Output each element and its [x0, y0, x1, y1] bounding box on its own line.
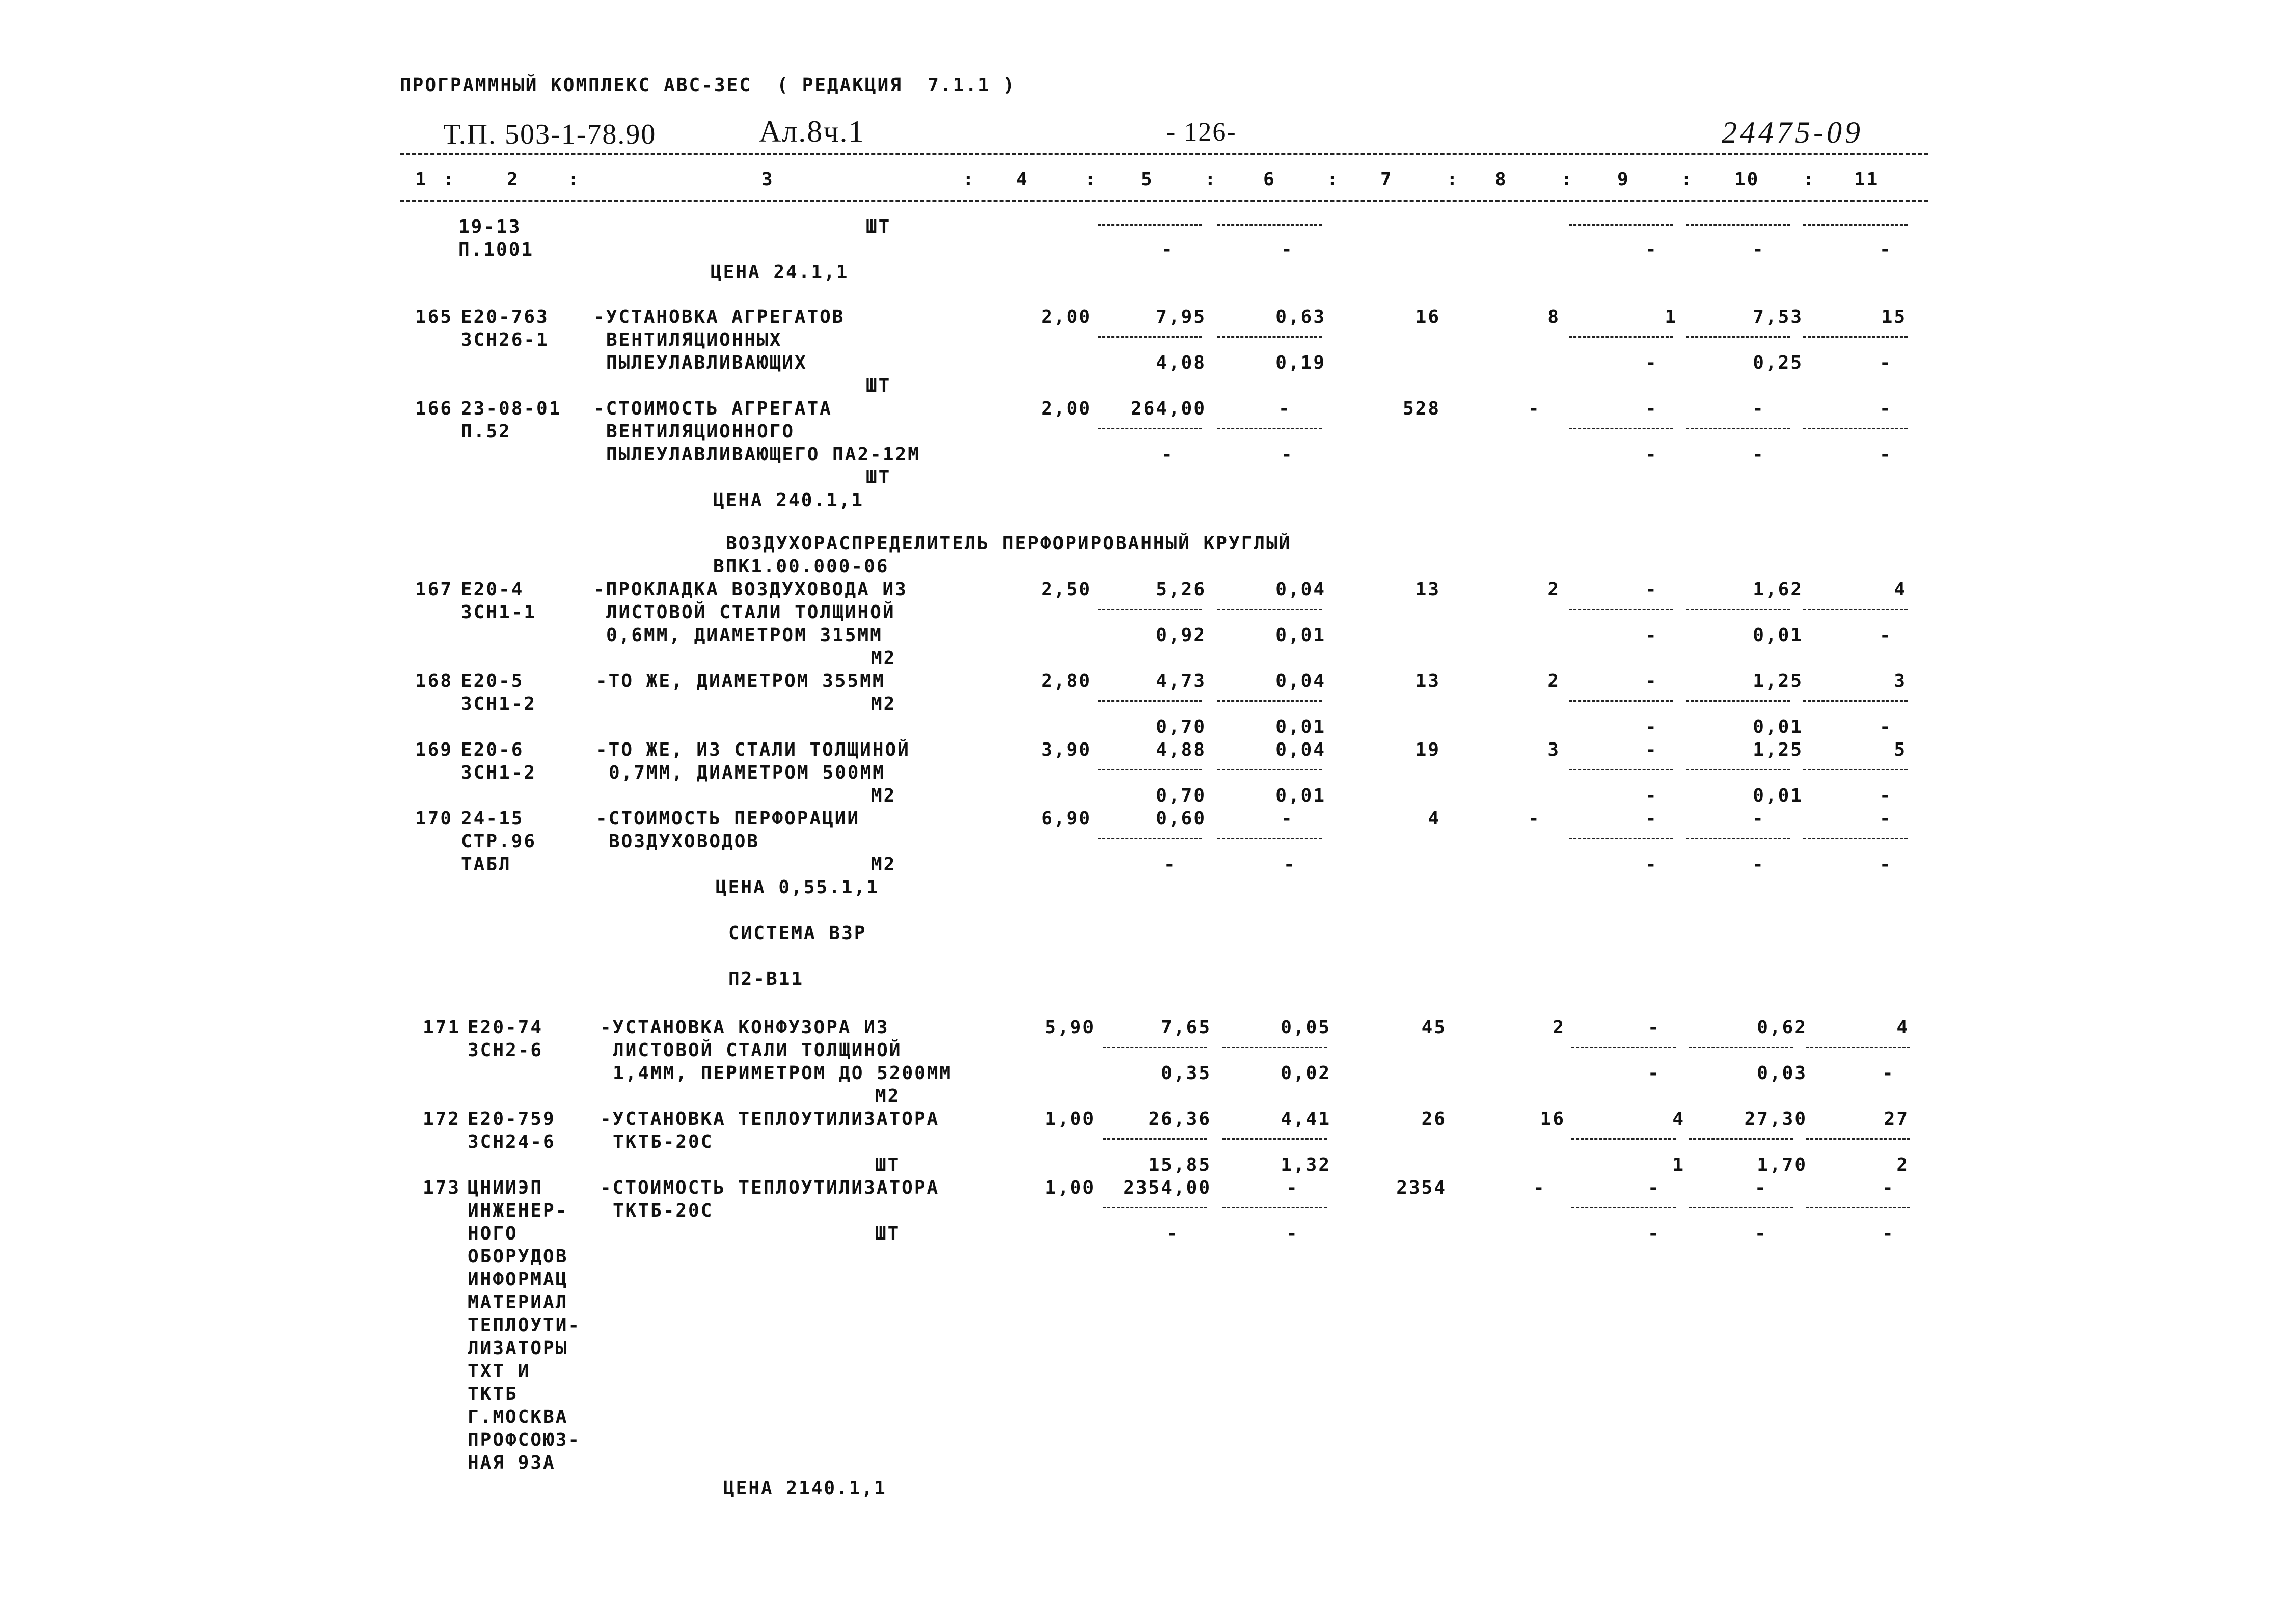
unit: М2: [871, 694, 896, 714]
divider: [1571, 1207, 1676, 1208]
dash: -: [1880, 444, 1892, 465]
col-number: 5: [1141, 169, 1154, 190]
row-number: 165: [415, 307, 453, 327]
dash: -: [1645, 808, 1658, 829]
value: 7,53: [1753, 307, 1803, 327]
dash: -: [1648, 1177, 1661, 1198]
divider: [1569, 769, 1673, 770]
divider: [1098, 609, 1202, 610]
col-number: 8: [1495, 169, 1508, 190]
unit: ШТ: [875, 1223, 901, 1244]
dash: -: [1882, 1063, 1895, 1084]
dash: -: [1752, 808, 1765, 829]
column-rule: [400, 200, 1928, 202]
value: 264,00: [1130, 398, 1206, 419]
value: 7,95: [1156, 307, 1206, 327]
description: -ПРОКЛАДКА ВОЗДУХОВОДА ИЗ: [593, 579, 908, 600]
divider: [1806, 1138, 1910, 1140]
col-separator: :: [963, 169, 975, 190]
value: 4: [1896, 1017, 1909, 1038]
value: 26,36: [1148, 1109, 1211, 1130]
description: ПЫЛЕУЛАВЛИВАЮЩИХ: [606, 352, 807, 373]
description: 0,6ММ, ДИАМЕТРОМ 315ММ: [606, 625, 883, 646]
dash: -: [1880, 854, 1892, 875]
value: 1,25: [1753, 671, 1803, 692]
value: 0,02: [1281, 1063, 1331, 1084]
dash: -: [1645, 717, 1658, 737]
divider: [1217, 428, 1322, 429]
description: -СТОИМОСТЬ ТЕПЛОУТИЛИЗАТОРА: [600, 1177, 940, 1198]
divider: [1803, 224, 1908, 226]
value: 0,01: [1275, 785, 1326, 806]
value: 1,00: [1045, 1109, 1095, 1130]
price-line: ЦЕНА 2140.1,1: [723, 1478, 887, 1499]
divider: [1217, 769, 1322, 770]
code: 24-15: [461, 808, 524, 829]
divider: [1098, 224, 1202, 226]
dash: -: [1645, 739, 1658, 760]
col-separator: :: [1803, 169, 1816, 190]
divider: [1686, 700, 1790, 702]
value: 2: [1547, 579, 1560, 600]
description: ЛИСТОВОЙ СТАЛИ ТОЛЩИНОЙ: [606, 602, 895, 623]
dash: -: [1645, 785, 1658, 806]
dash: -: [1645, 625, 1658, 646]
value: 26: [1421, 1109, 1447, 1130]
unit: М2: [871, 648, 896, 669]
unit: ШТ: [866, 216, 891, 237]
divider: [1571, 1047, 1676, 1048]
value: 2,80: [1041, 671, 1092, 692]
dash: -: [1880, 717, 1892, 737]
album-number: Ал.8ч.1: [759, 115, 865, 148]
value: 13: [1415, 671, 1440, 692]
value: 4,73: [1156, 671, 1206, 692]
value: 1,70: [1757, 1154, 1807, 1175]
value: 45: [1421, 1017, 1447, 1038]
value: 7,65: [1161, 1017, 1211, 1038]
program-title: ПРОГРАММНЫЙ КОМПЛЕКС АВС-ЗЕС ( РЕДАКЦИЯ 7.1.1 ): [400, 75, 1016, 96]
code: Е20-4: [461, 579, 524, 600]
dash: -: [1528, 808, 1541, 829]
source-reference: ПРОФСОЮЗ-: [468, 1429, 581, 1450]
unit: М2: [871, 854, 896, 875]
col-number: 11: [1854, 169, 1880, 190]
dash: -: [1645, 671, 1658, 692]
source-reference: ИНЖЕНЕР-: [468, 1200, 568, 1221]
section-heading: СИСТЕМА ВЗР: [728, 923, 867, 944]
value: 0,01: [1753, 785, 1803, 806]
divider: [1098, 428, 1202, 429]
value: 2: [1553, 1017, 1565, 1038]
col-separator: :: [1447, 169, 1459, 190]
value: 4: [1894, 579, 1907, 600]
value: 0,70: [1156, 717, 1206, 737]
code: Е20-74: [468, 1017, 543, 1038]
value: 4,08: [1156, 352, 1206, 373]
divider: [1803, 838, 1908, 839]
divider: [1686, 336, 1790, 338]
code: Е20-5: [461, 671, 524, 692]
dash: -: [1161, 239, 1174, 260]
col-number: 1: [415, 169, 428, 190]
value: 0,35: [1161, 1063, 1211, 1084]
value: 4,88: [1156, 739, 1206, 760]
code: 23-08-01: [461, 398, 562, 419]
value: 2354,00: [1123, 1177, 1211, 1198]
value: 0,04: [1275, 739, 1326, 760]
code: Е20-6: [461, 739, 524, 760]
source-reference: ТЕПЛОУТИ-: [468, 1315, 581, 1336]
value: 2,00: [1041, 307, 1092, 327]
divider: [1103, 1207, 1207, 1208]
divider: [1686, 428, 1790, 429]
value: 4,41: [1281, 1109, 1331, 1130]
divider: [1569, 224, 1673, 226]
dash: -: [1755, 1223, 1767, 1244]
value: 2: [1547, 671, 1560, 692]
dash: -: [1164, 854, 1177, 875]
dash: -: [1281, 444, 1294, 465]
dash: -: [1648, 1017, 1661, 1038]
value: 3: [1547, 739, 1560, 760]
divider: [1803, 336, 1908, 338]
dash: -: [1645, 579, 1658, 600]
value: 528: [1402, 398, 1440, 419]
divider: [1103, 1047, 1207, 1048]
value: 0,01: [1275, 625, 1326, 646]
dash: -: [1645, 239, 1658, 260]
source-reference: НАЯ 93А: [468, 1452, 556, 1473]
col-separator: :: [1327, 169, 1340, 190]
divider: [1098, 838, 1202, 839]
value: 2,00: [1041, 398, 1092, 419]
code: ЗСН26-1: [461, 329, 549, 350]
col-number: 10: [1734, 169, 1760, 190]
dash: -: [1166, 1223, 1179, 1244]
value: 4: [1672, 1109, 1685, 1130]
divider: [1806, 1047, 1910, 1048]
divider: [1103, 1138, 1207, 1140]
value: 2354: [1396, 1177, 1447, 1198]
description: ВЕНТИЛЯЦИОННОГО: [606, 421, 795, 442]
description: ВЕНТИЛЯЦИОННЫХ: [606, 329, 782, 350]
col-number: 7: [1380, 169, 1393, 190]
dash: -: [1880, 808, 1892, 829]
value: 1: [1672, 1154, 1685, 1175]
dash: -: [1286, 1177, 1299, 1198]
col-number: 6: [1263, 169, 1276, 190]
row-number: 166: [415, 398, 453, 419]
divider: [1217, 224, 1322, 226]
code: СТР.96: [461, 831, 537, 852]
value: 0,70: [1156, 785, 1206, 806]
value: 6,90: [1041, 808, 1092, 829]
divider: [1222, 1207, 1327, 1208]
divider: [1803, 700, 1908, 702]
code: Е20-763: [461, 307, 549, 327]
row-number: 167: [415, 579, 453, 600]
divider: [1686, 769, 1790, 770]
dash: -: [1752, 398, 1765, 419]
dash: -: [1752, 854, 1765, 875]
dash: -: [1645, 352, 1658, 373]
dash: -: [1284, 854, 1296, 875]
dash: -: [1528, 398, 1541, 419]
col-number: 4: [1016, 169, 1029, 190]
code: ЗСН1-1: [461, 602, 537, 623]
value: 16: [1540, 1109, 1565, 1130]
dash: -: [1281, 239, 1294, 260]
divider: [1217, 700, 1322, 702]
dash: -: [1880, 625, 1892, 646]
source-reference: ЦНИИЭП: [468, 1177, 543, 1198]
price-line: ЦЕНА 24.1,1: [711, 262, 849, 283]
divider: [1098, 336, 1202, 338]
value: 0,04: [1275, 579, 1326, 600]
col-separator: :: [1681, 169, 1694, 190]
row-number: 170: [415, 808, 453, 829]
divider: [1689, 1138, 1793, 1140]
page-number: - 126-: [1166, 118, 1237, 147]
value: 1,00: [1045, 1177, 1095, 1198]
dash: -: [1645, 398, 1658, 419]
dash: -: [1880, 352, 1892, 373]
value: 3: [1894, 671, 1907, 692]
value: 0,04: [1275, 671, 1326, 692]
value: 5,90: [1045, 1017, 1095, 1038]
value: 4: [1428, 808, 1440, 829]
section-code: ВПК1.00.000-06: [713, 556, 889, 577]
dash: -: [1880, 785, 1892, 806]
description: -СТОИМОСТЬ АГРЕГАТА: [593, 398, 832, 419]
unit: М2: [875, 1086, 901, 1107]
source-reference: ОБОРУДОВ: [468, 1246, 568, 1267]
description: 1,4ММ, ПЕРИМЕТРОМ ДО 5200ММ: [613, 1063, 953, 1084]
divider: [1569, 838, 1673, 839]
value: 15: [1881, 307, 1907, 327]
row-number: 173: [423, 1177, 461, 1198]
dash: -: [1752, 444, 1765, 465]
value: 0,92: [1156, 625, 1206, 646]
divider: [1803, 428, 1908, 429]
description: -ТО ЖЕ, ИЗ СТАЛИ ТОЛЩИНОЙ: [596, 739, 910, 760]
divider: [1571, 1138, 1676, 1140]
divider: [1098, 700, 1202, 702]
value: 13: [1415, 579, 1440, 600]
dash: -: [1645, 444, 1658, 465]
col-separator: :: [568, 169, 581, 190]
divider: [1803, 609, 1908, 610]
dash: -: [1755, 1177, 1767, 1198]
dash: -: [1286, 1223, 1299, 1244]
divider: [1806, 1207, 1910, 1208]
value: 15,85: [1148, 1154, 1211, 1175]
dash: -: [1281, 808, 1294, 829]
dash: -: [1161, 444, 1174, 465]
source-reference: МАТЕРИАЛ: [468, 1292, 568, 1313]
col-separator: :: [1085, 169, 1098, 190]
code: ЗСН24-6: [468, 1132, 556, 1152]
divider: [1686, 609, 1790, 610]
value: 1,32: [1281, 1154, 1331, 1175]
divider: [1217, 609, 1322, 610]
document-number: 24475-09: [1722, 116, 1863, 149]
value: 0,60: [1156, 808, 1206, 829]
value: 1,62: [1753, 579, 1803, 600]
source-reference: Г.МОСКВА: [468, 1407, 568, 1427]
row-number: 172: [423, 1109, 461, 1130]
description: -ТО ЖЕ, ДИАМЕТРОМ 355ММ: [596, 671, 885, 692]
header-rule: [400, 153, 1928, 155]
unit: ШТ: [866, 375, 891, 396]
description: -УСТАНОВКА КОНФУЗОРА ИЗ: [600, 1017, 889, 1038]
divider: [1569, 428, 1673, 429]
dash: -: [1648, 1063, 1661, 1084]
dash: -: [1882, 1223, 1895, 1244]
section-heading: П2-В11: [728, 969, 804, 989]
price-line: ЦЕНА 240.1,1: [713, 490, 864, 511]
unit: ШТ: [875, 1154, 901, 1175]
source-reference: НОГО: [468, 1223, 518, 1244]
divider: [1686, 224, 1790, 226]
value: 19: [1415, 739, 1440, 760]
description: -УСТАНОВКА АГРЕГАТОВ: [593, 307, 845, 327]
code: ТАБЛ: [461, 854, 511, 875]
description: ПЫЛЕУЛАВЛИВАЮЩЕГО ПА2-12М: [606, 444, 920, 465]
col-number: 3: [761, 169, 774, 190]
source-reference: ИНФОРМАЦ: [468, 1269, 568, 1290]
source-reference: ТКТБ: [468, 1384, 518, 1405]
dash: -: [1645, 854, 1658, 875]
row-number: 171: [423, 1017, 461, 1038]
dash: -: [1880, 398, 1892, 419]
row-number: 169: [415, 739, 453, 760]
value: 0,19: [1275, 352, 1326, 373]
value: 1: [1665, 307, 1677, 327]
col-separator: :: [1205, 169, 1217, 190]
divider: [1569, 336, 1673, 338]
divider: [1689, 1207, 1793, 1208]
value: 8: [1547, 307, 1560, 327]
value: 5: [1894, 739, 1907, 760]
code: П.52: [461, 421, 511, 442]
description: ТКТБ-20С: [613, 1132, 714, 1152]
project-number: Т.П. 503-1-78.90: [443, 119, 657, 150]
value: 3,90: [1041, 739, 1092, 760]
col-number: 9: [1617, 169, 1630, 190]
col-number: 2: [507, 169, 520, 190]
value: 0,01: [1753, 717, 1803, 737]
description: ТКТБ-20С: [613, 1200, 714, 1221]
dash: -: [1648, 1223, 1661, 1244]
dash: -: [1752, 239, 1765, 260]
dash: -: [1882, 1177, 1895, 1198]
divider: [1569, 609, 1673, 610]
source-reference: ТХТ И: [468, 1361, 531, 1382]
col-separator: :: [443, 169, 456, 190]
value: 2: [1896, 1154, 1909, 1175]
divider: [1686, 838, 1790, 839]
divider: [1217, 336, 1322, 338]
row-number: 168: [415, 671, 453, 692]
divider: [1569, 700, 1673, 702]
description: -УСТАНОВКА ТЕПЛОУТИЛИЗАТОРА: [600, 1109, 940, 1130]
section-heading: ВОЗДУХОРАСПРЕДЕЛИТЕЛЬ ПЕРФОРИРОВАННЫЙ КРУГЛЫЙ: [726, 533, 1292, 554]
value: 0,01: [1275, 717, 1326, 737]
code: П.1001: [458, 239, 534, 260]
value: 0,63: [1275, 307, 1326, 327]
unit: ШТ: [866, 467, 891, 488]
code: ЗСН2-6: [468, 1040, 543, 1061]
description: ЛИСТОВОЙ СТАЛИ ТОЛЩИНОЙ: [613, 1040, 902, 1061]
divider: [1222, 1138, 1327, 1140]
description: ВОЗДУХОВОДОВ: [609, 831, 760, 852]
divider: [1803, 769, 1908, 770]
value: 0,05: [1281, 1017, 1331, 1038]
value: 0,62: [1757, 1017, 1807, 1038]
price-line: ЦЕНА 0,55.1,1: [716, 877, 879, 898]
divider: [1098, 769, 1202, 770]
code: 19-13: [458, 216, 522, 237]
dash: -: [1278, 398, 1291, 419]
value: 16: [1415, 307, 1440, 327]
source-reference: ЛИЗАТОРЫ: [468, 1338, 568, 1359]
divider: [1217, 838, 1322, 839]
code: ЗСН1-2: [461, 762, 537, 783]
value: 27,30: [1744, 1109, 1807, 1130]
value: 0,03: [1757, 1063, 1807, 1084]
description: 0,7ММ, ДИАМЕТРОМ 500ММ: [609, 762, 885, 783]
col-separator: :: [1561, 169, 1574, 190]
divider: [1222, 1047, 1327, 1048]
dash: -: [1880, 239, 1892, 260]
dash: -: [1533, 1177, 1546, 1198]
value: 1,25: [1753, 739, 1803, 760]
value: 5,26: [1156, 579, 1206, 600]
code: ЗСН1-2: [461, 694, 537, 714]
value: 27: [1884, 1109, 1909, 1130]
value: 0,01: [1753, 625, 1803, 646]
value: 2,50: [1041, 579, 1092, 600]
code: Е20-759: [468, 1109, 556, 1130]
unit: М2: [871, 785, 896, 806]
divider: [1689, 1047, 1793, 1048]
value: 0,25: [1753, 352, 1803, 373]
description: -СТОИМОСТЬ ПЕРФОРАЦИИ: [596, 808, 860, 829]
